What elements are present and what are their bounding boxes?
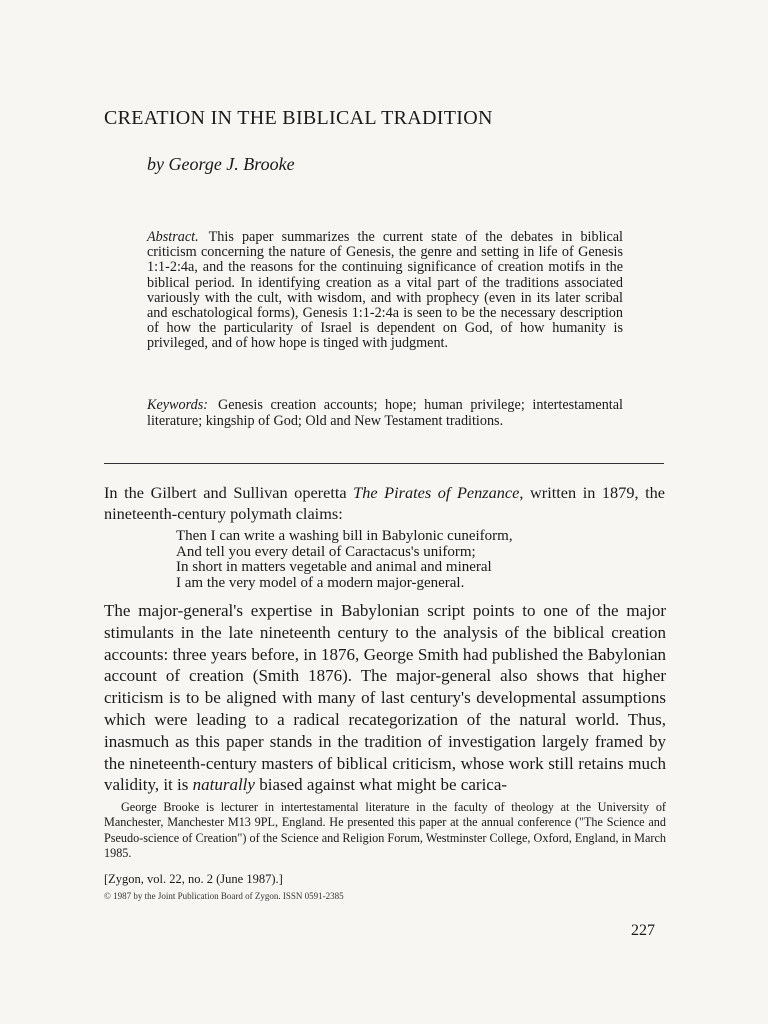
verse-line: And tell you every detail of Caractacus's uniform;	[176, 543, 476, 560]
verse-line: I am the very model of a modern major-general.	[176, 574, 465, 591]
keywords-text: Genesis creation accounts; hope; human privilege; intertestamental literature; kingship of God; Old and New Testament traditions.	[147, 397, 623, 429]
author-footnote: George Brooke is lecturer in intertestamental literature in the faculty of theology at the University of Manchester, Manchester M13 9PL, England. He presented this paper at the annual conference ("The Science and Pseudo-science of Creation") of the Science and Religion Forum, Westminster College, Oxford, England, in March 1985.	[104, 800, 666, 861]
article-title: CREATION IN THE BIBLICAL TRADITION	[104, 107, 493, 129]
keywords-block	[147, 398, 623, 429]
journal-citation: [Zygon, vol. 22, no. 2 (June 1987).]	[104, 872, 283, 886]
author-byline: by George J. Brooke	[147, 154, 295, 174]
keywords-label: Keywords:	[147, 397, 208, 413]
verse-line: In short in matters vegetable and animal and mineral	[176, 559, 492, 575]
abstract-label: Abstract.	[147, 229, 199, 245]
abstract-block	[147, 230, 623, 352]
intro-paragraph	[104, 482, 665, 524]
body-paragraph	[104, 600, 666, 796]
verse-quote	[176, 529, 636, 591]
intro-work-title: The Pirates of Penzance	[353, 483, 520, 502]
intro-text-start: In the Gilbert and Sullivan operetta	[104, 483, 354, 502]
page-number: 227	[631, 922, 655, 939]
intro-text-end: , written in 1879, the nineteenth-century polymath claims:	[104, 483, 666, 523]
body-text-start: The major-general's expertise in Babylonian script points to one of the major stimulants in the late nineteenth century to the analysis of the biblical creation accounts: three years before, in 1876, George Smith had published the Babylonian account of creation (Smith 1876). The major-general also shows that higher criticism is to be aligned with many of last century's developmental assumptions which were leading to a radical recategorization of the natural world. Thus, inasmuch as this paper stands in the tradition of investigation largely framed by the nineteenth-century masters of biblical criticism, whose work still retains much validity, it is	[104, 601, 666, 795]
body-text-end: biased against what might be carica-	[254, 775, 508, 795]
abstract-text: This paper summarizes the current state of the debates in biblical criticism concerning the nature of Genesis, the genre and setting in life of Genesis 1:1-2:4a, and the reasons for the continuing significance of creation motifs in the biblical period. In identifying creation as a vital part of the traditions associated variously with the cult, with wisdom, and with prophecy (even in its later scribal and eschatological forms), Genesis 1:1-2:4a is seen to be the necessary description of how the particularity of Israel is dependent on God, of how humanity is privileged, and of how hope is tinged with judgment.	[147, 229, 623, 352]
section-divider	[104, 463, 664, 464]
copyright-line: © 1987 by the Joint Publication Board of Zygon. ISSN 0591-2385	[104, 891, 344, 901]
body-emphasis: naturally	[192, 775, 255, 795]
verse-line: Then I can write a washing bill in Babylonic cuneiform,	[176, 528, 513, 544]
